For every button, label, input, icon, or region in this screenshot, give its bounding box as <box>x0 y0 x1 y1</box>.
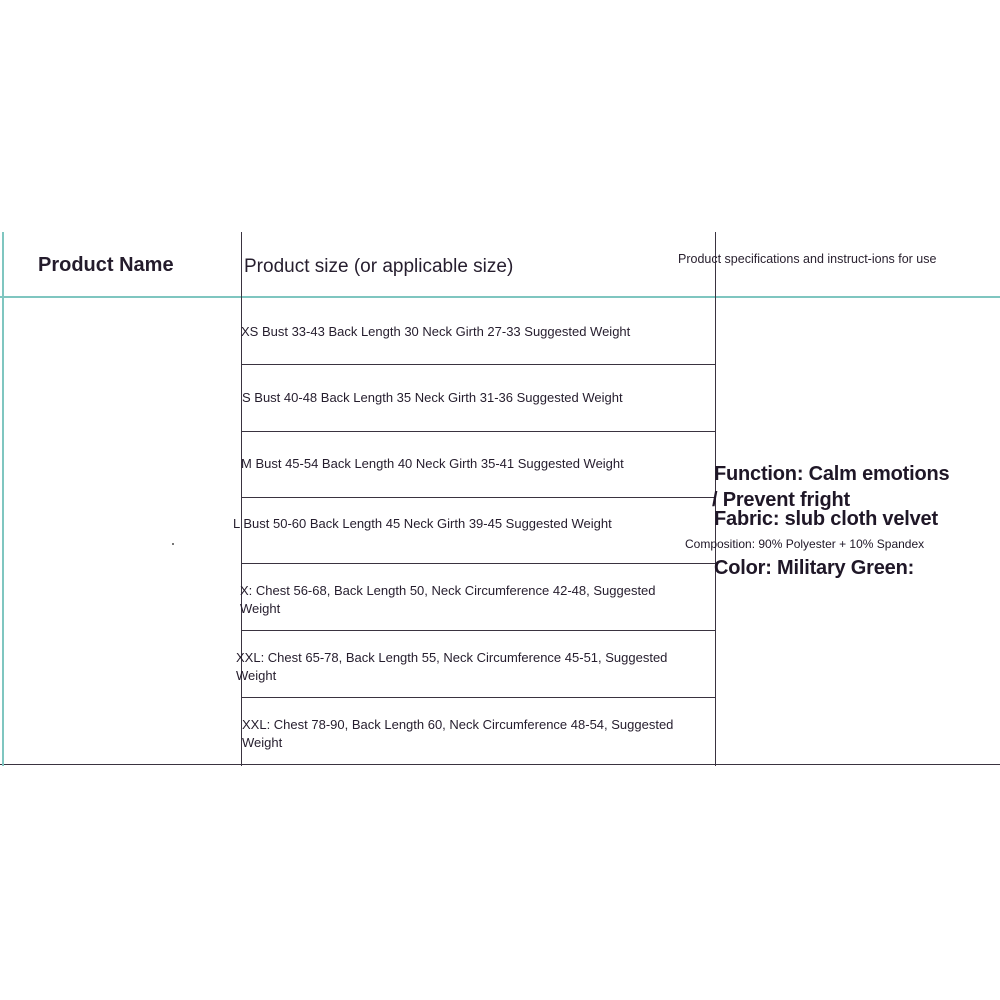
size-row-xs: XS Bust 33-43 Back Length 30 Neck Girth 27-33 Suggested Weight <box>241 324 631 339</box>
header-product-size: Product size (or applicable size) <box>244 256 514 277</box>
spec-composition: Composition: 90% Polyester + 10% Spandex <box>685 537 925 551</box>
size-row-l: L Bust 50-60 Back Length 45 Neck Girth 39-45 Suggested Weight <box>233 516 612 531</box>
size-row-m: M Bust 45-54 Back Length 40 Neck Girth 35-41 Suggested Weight <box>241 456 624 471</box>
row-divider <box>241 697 715 698</box>
header-bottom-rule <box>0 296 1000 298</box>
spec-color: Color: Military Green: <box>714 557 915 579</box>
row-divider <box>241 497 715 498</box>
speck <box>172 543 174 545</box>
spec-function: Function: Calm emotions <box>714 463 950 485</box>
row-divider <box>241 431 715 432</box>
table-left-rule <box>2 232 4 766</box>
size-row-xxxl: XXL: Chest 78-90, Back Length 60, Neck Circumference 48-54, Suggested Weight <box>242 717 674 750</box>
row-divider <box>241 364 715 365</box>
size-row-xxl: XXL: Chest 65-78, Back Length 55, Neck Circumference 45-51, Suggested Weight <box>236 650 668 683</box>
size-column-left-rule <box>241 232 242 766</box>
row-divider <box>241 630 715 631</box>
row-divider <box>241 563 715 564</box>
size-row-xl: X: Chest 56-68, Back Length 50, Neck Circumference 42-48, Suggested Weight <box>240 583 656 616</box>
size-row-s: S Bust 40-48 Back Length 35 Neck Girth 31-36 Suggested Weight <box>242 390 623 405</box>
table-bottom-rule <box>0 764 1000 765</box>
header-product-spec: Product specifications and instruct-ions for use <box>678 252 937 266</box>
spec-function-continued: / Prevent fright <box>712 489 850 511</box>
spec-fabric: Fabric: slub cloth velvet <box>714 508 938 530</box>
header-product-name: Product Name <box>38 254 174 276</box>
